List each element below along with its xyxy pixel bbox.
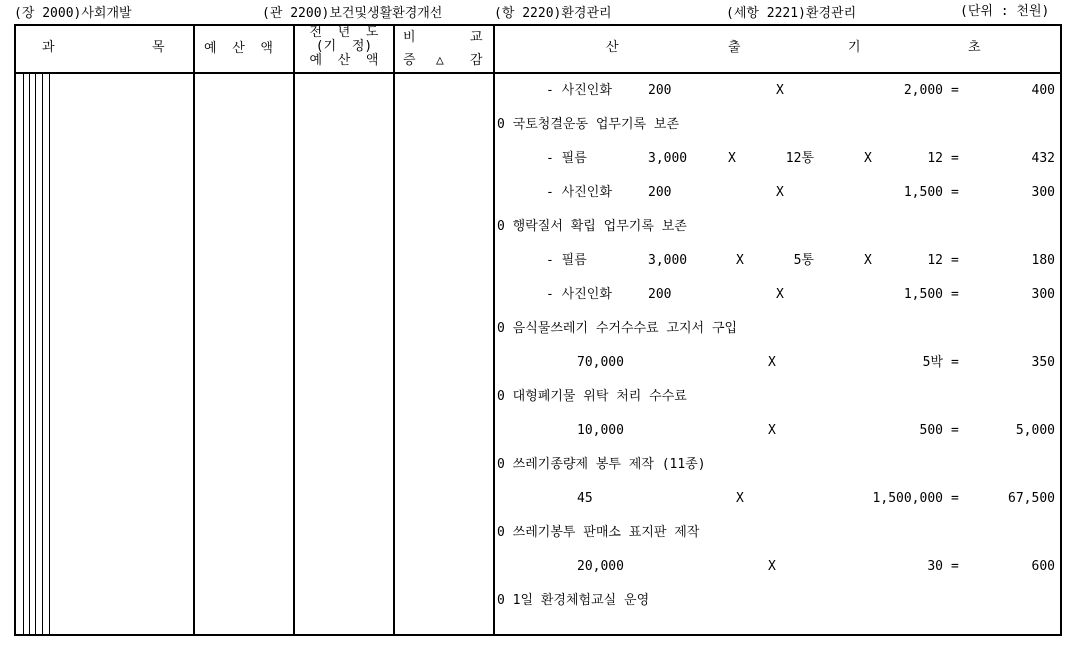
equals-symbol: = (951, 423, 959, 438)
equals-symbol: = (951, 253, 959, 268)
times-symbol: X (768, 559, 776, 574)
item-title: 0 쓰레기종량제 봉투 제작 (11종) (497, 457, 706, 472)
equals-symbol: = (951, 287, 959, 302)
item-title: 0 쓰레기봉투 판매소 표지판 제작 (497, 525, 700, 540)
item-count: 5통 (793, 253, 814, 268)
times-symbol: X (864, 253, 872, 268)
item-quantity: 200 (648, 185, 672, 200)
item-total: 350 (1031, 355, 1055, 370)
col-divider (193, 24, 195, 636)
item-unit-price: 5박 (922, 355, 943, 370)
times-symbol: X (776, 83, 784, 98)
col-header-calc-3: 기 (848, 40, 861, 55)
item-total: 67,500 (1008, 491, 1055, 506)
item-unit-price: 1,500 (903, 287, 943, 302)
item-total: 180 (1031, 253, 1055, 268)
times-symbol: X (776, 287, 784, 302)
col-header-calc-4: 초 (968, 40, 981, 55)
item-title: 0 국토청결운동 업무기록 보존 (497, 117, 680, 132)
subject-level-line (49, 73, 50, 635)
item-quantity: 70,000 (577, 355, 624, 370)
item-title: 0 1일 환경체험교실 운영 (497, 593, 650, 608)
equals-symbol: = (951, 83, 959, 98)
subject-level-line (35, 73, 36, 635)
col-header-calc-2: 출 (728, 40, 741, 55)
equals-symbol: = (951, 151, 959, 166)
subject-level-line (29, 73, 30, 635)
header-hang: (항 2220)환경관리 (494, 6, 612, 21)
col-header-compare-2: 교 (470, 30, 483, 45)
item-quantity: 20,000 (577, 559, 624, 574)
col-header-prev-budget: 예 산 액 (309, 53, 379, 68)
col-header-prev-fixed: (기 정) (315, 39, 373, 54)
col-header-gwa: 과 (42, 40, 55, 55)
item-title: 0 대형폐기물 위탁 처리 수수료 (497, 389, 687, 404)
col-divider (293, 24, 295, 636)
item-total: 300 (1031, 185, 1055, 200)
item-quantity: 200 (648, 287, 672, 302)
item-label: - 필름 (546, 253, 587, 268)
equals-symbol: = (951, 355, 959, 370)
header-unit: (단위 : 천원) (960, 4, 1050, 19)
header-gwan: (관 2200)보건및생활환경개선 (262, 6, 443, 21)
item-unit-price: 2,000 (903, 83, 943, 98)
times-symbol: X (728, 151, 736, 166)
item-label: - 사진인화 (546, 83, 612, 98)
col-header-mok: 목 (152, 40, 165, 55)
table-left-border (14, 24, 16, 636)
times-symbol: X (864, 151, 872, 166)
header-jang: (장 2000)사회개발 (14, 6, 132, 21)
item-unit-price: 12 (927, 253, 943, 268)
item-unit-price: 30 (927, 559, 943, 574)
item-unit-price: 1,500,000 (872, 491, 943, 506)
times-symbol: X (736, 491, 744, 506)
item-total: 600 (1031, 559, 1055, 574)
col-header-decrease: 감 (470, 53, 483, 68)
item-title: 0 행락질서 확립 업무기록 보존 (497, 219, 687, 234)
equals-symbol: = (951, 559, 959, 574)
times-symbol: X (768, 423, 776, 438)
item-total: 432 (1031, 151, 1055, 166)
equals-symbol: = (951, 185, 959, 200)
item-unit-price: 12 (927, 151, 943, 166)
times-symbol: X (768, 355, 776, 370)
col-header-compare-1: 비 (403, 30, 416, 45)
col-divider (393, 24, 395, 636)
item-count: 12통 (785, 151, 814, 166)
item-unit-price: 1,500 (903, 185, 943, 200)
item-unit-price: 500 (919, 423, 943, 438)
item-quantity: 200 (648, 83, 672, 98)
item-total: 5,000 (1015, 423, 1055, 438)
table-top-border (14, 24, 1062, 26)
equals-symbol: = (951, 491, 959, 506)
col-header-calc-1: 산 (606, 40, 619, 55)
item-label: - 필름 (546, 151, 587, 166)
table-right-border (1060, 24, 1062, 636)
col-divider (493, 24, 495, 636)
times-symbol: X (736, 253, 744, 268)
subject-level-line (42, 73, 43, 635)
subject-level-line (23, 73, 24, 635)
item-label: - 사진인화 (546, 287, 612, 302)
item-quantity: 45 (577, 491, 593, 506)
item-total: 300 (1031, 287, 1055, 302)
item-total: 400 (1031, 83, 1055, 98)
table-bottom-border (14, 634, 1062, 636)
col-header-prev-year: 전 년 도 (309, 25, 379, 40)
item-quantity: 3,000 (648, 253, 688, 268)
col-header-increase: 증 (403, 53, 416, 68)
times-symbol: X (776, 185, 784, 200)
col-header-budget: 예 산 액 (204, 41, 273, 56)
col-header-delta: △ (436, 53, 444, 68)
item-quantity: 10,000 (577, 423, 624, 438)
item-label: - 사진인화 (546, 185, 612, 200)
header-sehang: (세항 2221)환경관리 (726, 6, 857, 21)
item-quantity: 3,000 (648, 151, 688, 166)
header-bottom-border (14, 72, 1062, 74)
item-title: 0 음식물쓰레기 수거수수료 고지서 구입 (497, 321, 738, 336)
